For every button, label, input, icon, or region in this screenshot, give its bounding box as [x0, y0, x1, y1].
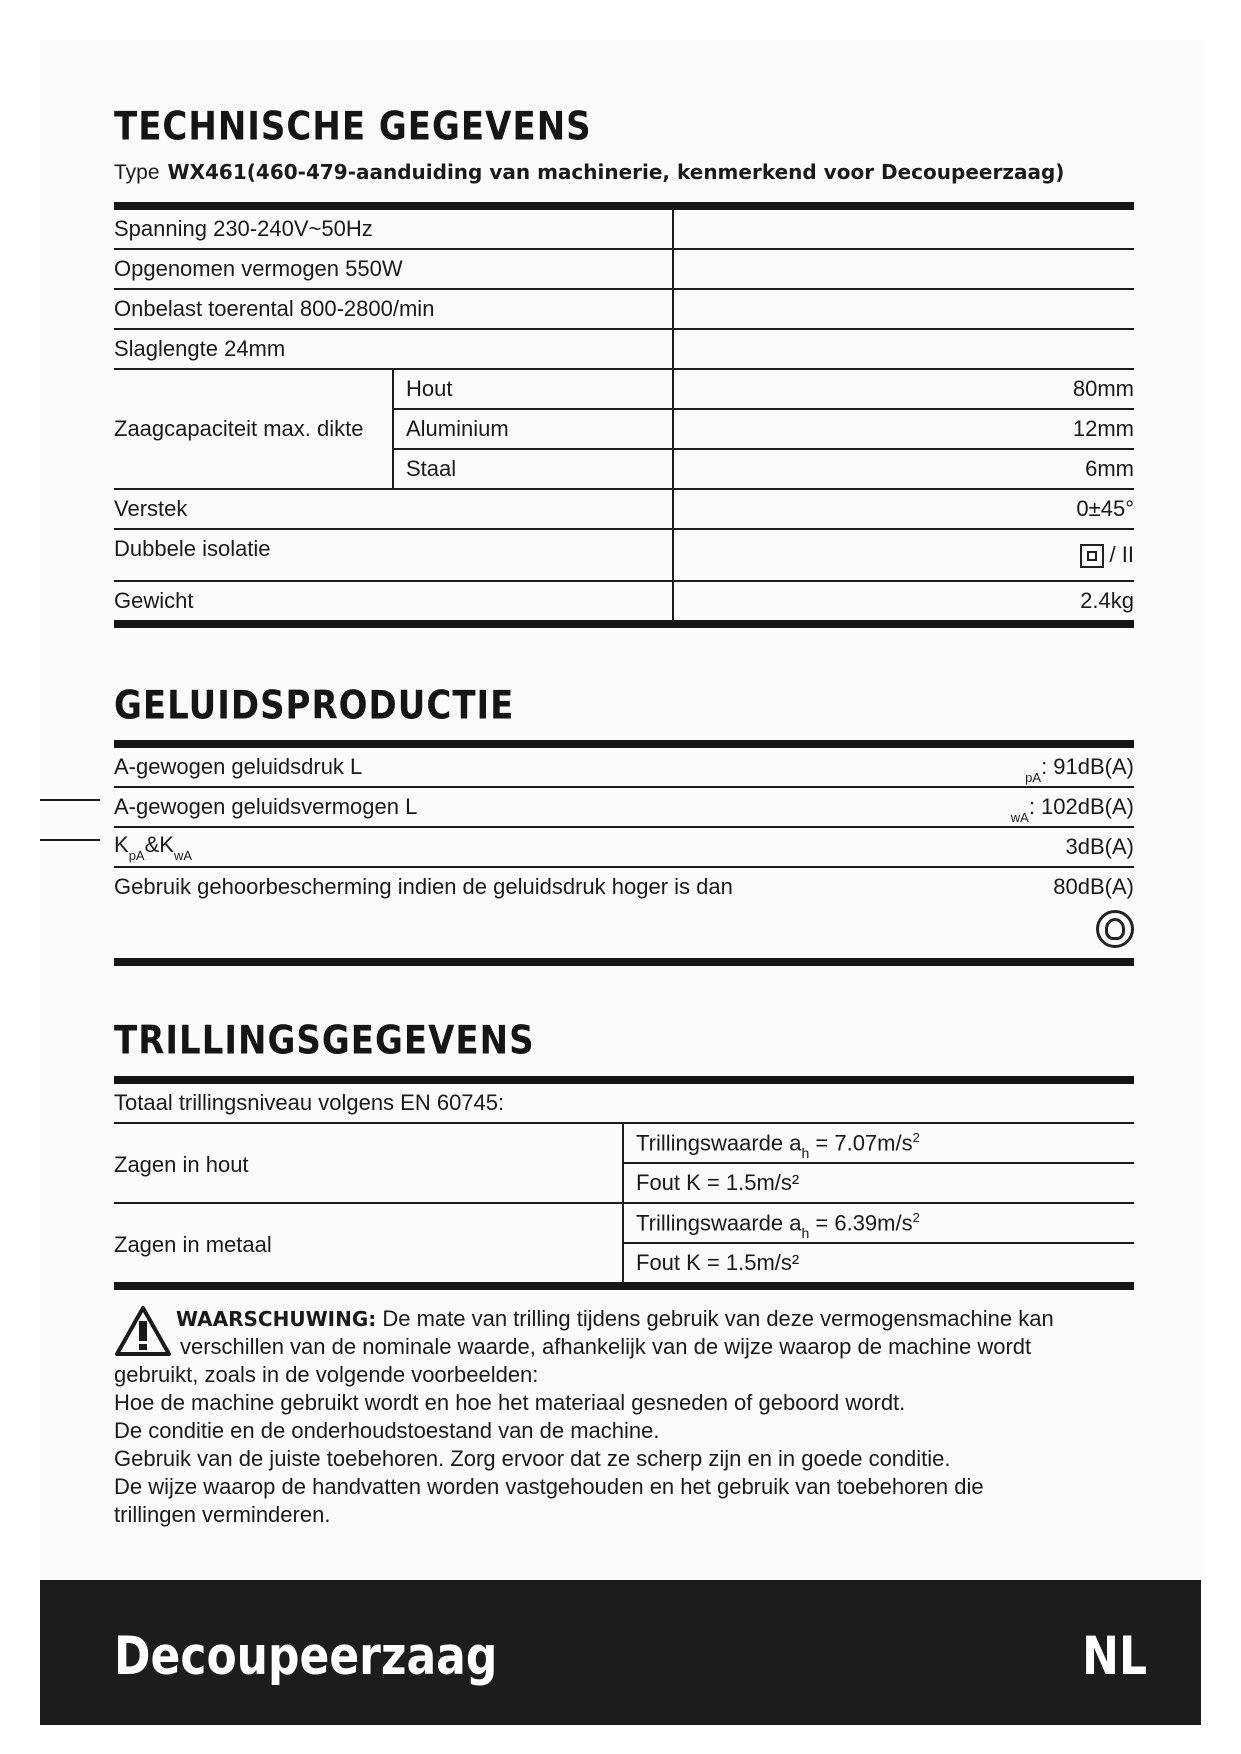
k2: &K [144, 832, 174, 857]
empty-cell [673, 210, 1134, 249]
tw-post: = 6.39m/s [809, 1210, 913, 1236]
warning-line: De wijze waarop de handvatten worden vastgehouden en het gebruik van toebehoren die [114, 1474, 984, 1499]
staal-cell: Staal [393, 449, 673, 489]
hout-cell: Hout [393, 369, 673, 409]
warning-line: verschillen van de nominale waarde, afhankelijk van de wijze waarop de machine wordt [180, 1334, 1032, 1359]
table-row [114, 828, 1134, 868]
metaal-tw [636, 1210, 920, 1242]
tw-sup: 2 [912, 1210, 920, 1225]
alu-cell: Aluminium [393, 409, 673, 449]
sound-pressure-value [1025, 754, 1134, 785]
vib-top-rule [114, 1076, 1134, 1084]
tw-sup: 2 [912, 1130, 920, 1145]
warning-line: trillingen verminderen. [114, 1502, 331, 1527]
gewicht-cell: Gewicht [114, 588, 194, 613]
tw-sub: h [801, 1145, 810, 1162]
tech-table [114, 202, 1134, 628]
type-value: WX461(460-479-aanduiding van machinerie, kenmerkend voor Decoupeerzaag) [167, 160, 1065, 184]
vib-grid [114, 1124, 1134, 1282]
type-label: Type [114, 161, 160, 184]
warning-line: gebruikt, zoals in de volgende voorbeelden: [114, 1362, 539, 1387]
metaal-fout-row [624, 1244, 1134, 1282]
empty-cell [673, 249, 1134, 289]
metaal-label: Zagen in metaal [114, 1232, 272, 1257]
tech-section [114, 104, 1134, 185]
toerental-cell: Onbelast toerental 800-2800/min [114, 289, 673, 329]
k1: K [114, 832, 129, 857]
footer-title: Decoupeerzaag [114, 1626, 498, 1688]
gewicht-value: 2.4kg [673, 581, 1134, 620]
verstek-value: 0±45° [673, 489, 1134, 529]
hout-fout-row [624, 1164, 1134, 1204]
vib-heading: TRILLINGSGEGEVENS [114, 1018, 535, 1064]
k-wa-sub: wA [173, 848, 193, 863]
footer-language: NL [1082, 1626, 1147, 1688]
vib-section [114, 1018, 1134, 1064]
pa-value: : 91dB(A) [1041, 754, 1134, 779]
table-row [114, 748, 1134, 788]
table-row [114, 529, 1134, 581]
sound-power-value [1010, 794, 1134, 825]
margin-mark [40, 799, 100, 801]
table-row [114, 868, 1134, 958]
table-row [114, 1084, 1134, 1124]
warning-block [114, 1305, 1134, 1529]
tw-pre: Trillingswaarde a [636, 1130, 802, 1156]
table-bottom-rule [114, 620, 1134, 628]
sound-table [114, 740, 1134, 966]
table-row [114, 489, 1134, 529]
vib-bottom-rule [114, 1282, 1134, 1290]
empty-cell [673, 329, 1134, 369]
hout-tw-row [624, 1124, 1134, 1164]
metaal-tw-row [624, 1204, 1134, 1244]
vib-total-label: Totaal trillingsniveau volgens EN 60745: [114, 1090, 505, 1115]
warning-line: Hoe de machine gebruikt wordt en hoe het materiaal gesneden of geboord wordt. [114, 1390, 906, 1415]
isolatie-cell: Dubbele isolatie [114, 529, 673, 581]
table-row [114, 581, 1134, 620]
table-row [114, 289, 1134, 329]
sound-pressure-label: A-gewogen geluidsdruk L [114, 754, 363, 779]
table-row [114, 329, 1134, 369]
warning-line: De mate van trilling tijdens gebruik van deze vermogensmachine kan [376, 1306, 1054, 1331]
slaglengte-cell: Slaglengte 24mm [114, 329, 673, 369]
table-row [114, 249, 1134, 289]
table-top-rule [114, 202, 1134, 210]
hout-fout: Fout K = 1.5m/s² [636, 1170, 800, 1195]
warning-icon [114, 1305, 172, 1357]
metaal-fout: Fout K = 1.5m/s² [636, 1250, 800, 1275]
empty-cell [673, 289, 1134, 329]
tw-sub: h [801, 1225, 810, 1242]
spec-table [114, 210, 1134, 620]
double-insulation-icon [1080, 544, 1104, 568]
hout-tw [636, 1130, 920, 1162]
table-row [114, 788, 1134, 828]
footer-bar [40, 1580, 1201, 1725]
type-line [114, 160, 1134, 185]
pa-subscript: pA [1025, 770, 1042, 785]
vermogen-cell: Opgenomen vermogen 550W [114, 249, 673, 289]
wa-subscript: wA [1010, 810, 1029, 825]
isolatie-value-cell [673, 529, 1134, 581]
hout-label: Zagen in hout [114, 1152, 249, 1177]
k-label [114, 832, 193, 863]
hearing-protection-label: Gebruik gehoorbescherming indien de geluidsdruk hoger is dan [114, 874, 733, 899]
isolatie-value: / II [1109, 541, 1134, 567]
ear-protection-icon [1096, 910, 1134, 948]
hearing-protection-value: 80dB(A) [1053, 874, 1134, 899]
tech-heading: TECHNISCHE GEGEVENS [114, 104, 592, 150]
sound-bottom-rule [114, 958, 1134, 966]
margin-mark [40, 839, 100, 841]
table-row [114, 210, 1134, 249]
zaag-label-cell: Zaagcapaciteit max. dikte [114, 369, 393, 489]
k-value: 3dB(A) [1065, 834, 1134, 859]
warning-title: WAARSCHUWING: [176, 1307, 377, 1331]
staal-value: 6mm [673, 449, 1134, 489]
sound-top-rule [114, 740, 1134, 748]
warning-line: De conditie en de onderhoudstoestand van de machine. [114, 1418, 660, 1443]
k-pa-sub: pA [128, 848, 145, 863]
wa-value: : 102dB(A) [1028, 794, 1134, 819]
spanning-cell: Spanning 230-240V~50Hz [114, 210, 673, 249]
hout-block [114, 1124, 622, 1204]
tw-pre: Trillingswaarde a [636, 1210, 802, 1236]
hout-value: 80mm [673, 369, 1134, 409]
alu-value: 12mm [673, 409, 1134, 449]
sound-power-label: A-gewogen geluidsvermogen L [114, 794, 418, 819]
tw-post: = 7.07m/s [809, 1130, 913, 1156]
vib-table [114, 1076, 1134, 1290]
sound-heading: GELUIDSPRODUCTIE [114, 683, 515, 729]
verstek-cell: Verstek [114, 489, 673, 529]
warning-line: Gebruik van de juiste toebehoren. Zorg ervoor dat ze scherp zijn en in goede conditie. [114, 1446, 951, 1471]
table-row [114, 369, 1134, 409]
warning-first-line [114, 1305, 1134, 1333]
metaal-block [114, 1204, 622, 1282]
sound-section [114, 683, 1134, 729]
